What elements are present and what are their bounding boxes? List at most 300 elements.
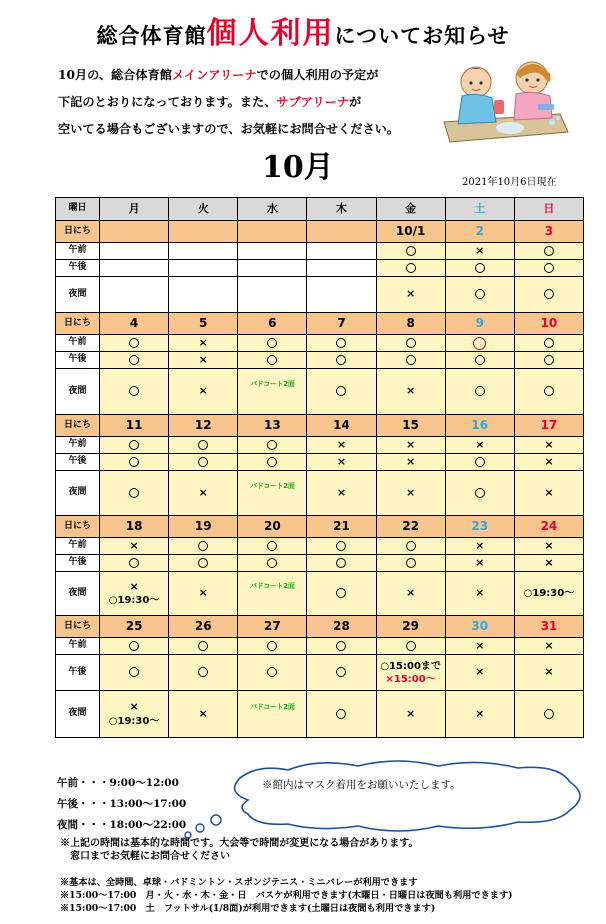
availability-calendar <box>55 197 584 738</box>
slot-cell <box>376 369 445 415</box>
slot-cell <box>100 572 169 616</box>
slot-cell <box>238 454 307 471</box>
date-cell: 3 <box>514 221 583 243</box>
date-row-label: 日にち <box>56 616 100 638</box>
slot-cell <box>514 260 583 277</box>
time-slots <box>57 773 186 836</box>
date-cell: 20 <box>238 516 307 538</box>
unavailable-mark: × <box>544 437 554 451</box>
slot-cell <box>307 369 376 415</box>
available-mark <box>267 541 277 551</box>
slot-cell <box>307 277 376 313</box>
slot-cell <box>169 691 238 738</box>
unavailable-mark: × <box>544 555 554 569</box>
slot-label-am: 午前 <box>56 437 100 454</box>
date-cell: 24 <box>514 516 583 538</box>
available-mark <box>129 641 139 651</box>
notes-top <box>60 838 418 863</box>
date-cell: 18 <box>100 516 169 538</box>
unavailable-mark: × <box>336 454 347 468</box>
intro-sub-arena: サブアリーナ <box>276 95 350 109</box>
slot-cell <box>100 335 169 352</box>
available-mark <box>129 338 139 348</box>
date-cell <box>169 221 238 243</box>
date-cell: 23 <box>445 516 514 538</box>
slot-cell <box>169 454 238 471</box>
date-row <box>56 415 584 437</box>
slot-cell <box>238 638 307 655</box>
time-pm: 午後・・・13:00～17:00 <box>57 798 187 810</box>
slot-cell <box>307 243 376 260</box>
slot-cell <box>445 691 514 738</box>
slot-cell <box>100 538 169 555</box>
slot-cell <box>514 471 583 516</box>
unavailable-mark: × <box>198 384 208 398</box>
slot-row-pm <box>56 555 584 572</box>
available-mark <box>336 588 346 598</box>
available-mark <box>544 355 554 365</box>
weekday-header: 木 <box>307 198 376 221</box>
slot-cell <box>169 437 238 454</box>
available-mark <box>129 558 139 568</box>
date-cell: 2 <box>445 221 514 243</box>
date-cell: 30 <box>445 616 514 638</box>
slot-cell <box>445 655 514 691</box>
slot-row-pm <box>56 352 584 369</box>
unavailable-mark: × <box>475 555 485 569</box>
intro-l3: 空いてる場合もございますので、お気軽にお問合せください。 <box>58 122 400 136</box>
available-mark <box>544 246 554 256</box>
slot-cell <box>238 260 307 277</box>
page-title <box>0 8 606 52</box>
calendar-header-row <box>56 198 584 221</box>
available-mark <box>198 440 208 450</box>
available-mark <box>406 541 416 551</box>
date-cell: 28 <box>307 616 376 638</box>
badminton-2-courts: バドコート2面 <box>250 582 295 591</box>
intro-l1b: での個人利用の予定が <box>256 68 379 82</box>
slot-cell <box>169 638 238 655</box>
slot-cell <box>445 538 514 555</box>
slot-cell <box>376 277 445 313</box>
slot-cell <box>445 277 514 313</box>
note-3: ※基本は、全時間、卓球・バドミントン・スポンジテニス・ミニバレーが利用できます <box>60 877 418 888</box>
date-row <box>56 221 584 243</box>
slot-cell <box>238 572 307 616</box>
slot-cell <box>238 335 307 352</box>
slot-cell <box>238 437 307 454</box>
slot-label-pm: 午後 <box>56 454 100 471</box>
date-cell: 13 <box>238 415 307 437</box>
time-am: 午前・・・9:00～12:00 <box>57 777 179 789</box>
slot-row-am <box>56 243 584 260</box>
slot-cell <box>376 335 445 352</box>
available-mark <box>544 709 554 719</box>
unavailable-mark: × <box>544 665 554 679</box>
unavailable-mark: × <box>406 586 416 600</box>
slot-row-pm <box>56 454 584 471</box>
slot-cell <box>169 555 238 572</box>
badminton-2-courts: バドコート2面 <box>250 481 295 490</box>
available-mark <box>198 541 208 551</box>
date-cell: 5 <box>169 313 238 335</box>
available-mark <box>544 289 554 299</box>
available-mark <box>544 386 554 396</box>
available-mark <box>406 263 416 273</box>
slot-cell <box>445 335 514 352</box>
available-mark <box>129 386 139 396</box>
available-mark <box>336 558 346 568</box>
date-row-label: 日にち <box>56 313 100 335</box>
slot-cell <box>376 655 445 691</box>
date-cell: 12 <box>169 415 238 437</box>
slot-cell <box>445 437 514 454</box>
date-cell: 9 <box>445 313 514 335</box>
available-mark <box>267 338 277 348</box>
slot-cell <box>445 638 514 655</box>
slot-row-night <box>56 277 584 313</box>
slot-label-night: 夜間 <box>56 471 100 516</box>
slot-cell <box>445 555 514 572</box>
night-split <box>100 581 168 606</box>
after-1500-label: ×15:00～ <box>385 673 436 685</box>
unavailable-mark: × <box>544 454 554 468</box>
slot-cell <box>100 277 169 313</box>
mask-notice: ※館内はマスク着用をお願いいたします。 <box>262 779 461 791</box>
slot-cell <box>514 243 583 260</box>
weekday-header: 日 <box>514 198 583 221</box>
slot-label-pm: 午後 <box>56 260 100 277</box>
available-mark <box>336 541 346 551</box>
weekday-header: 土 <box>445 198 514 221</box>
unavailable-mark: × <box>544 538 554 552</box>
slot-row-am <box>56 335 584 352</box>
slot-cell <box>169 335 238 352</box>
slot-cell <box>100 260 169 277</box>
date-row <box>56 516 584 538</box>
available-mark <box>475 488 485 498</box>
slot-row-night <box>56 691 584 738</box>
unavailable-mark: × <box>406 287 416 301</box>
available-mark <box>544 338 554 348</box>
slot-cell <box>445 352 514 369</box>
note-4: ※15:00～17:00 月・火・水・木・金・日 バスケが利用できます(木曜日・日曜日は夜間も利用できます) <box>60 890 513 901</box>
afternoon-split <box>377 661 445 685</box>
slot-cell <box>376 243 445 260</box>
notes-bottom <box>60 876 513 915</box>
available-mark <box>406 558 416 568</box>
month-label: 10月 <box>262 150 334 185</box>
slot-cell <box>238 471 307 516</box>
available-mark <box>129 355 139 365</box>
slot-cell <box>514 369 583 415</box>
slot-label-am: 午前 <box>56 638 100 655</box>
until-1500-label: ○15:00まで <box>380 660 441 672</box>
slot-cell <box>376 572 445 616</box>
unavailable-mark: × <box>475 638 485 652</box>
time-night: 夜間・・・18:00～22:00 <box>57 819 187 831</box>
slot-row-night <box>56 369 584 415</box>
unavailable-mark: × <box>544 485 554 499</box>
slot-cell <box>514 691 583 738</box>
note-5: ※15:00～17:00 土 フットサル(1/8面)が利用できます(土曜日は夜間も利用できます) <box>60 903 436 914</box>
weekday-header: 金 <box>376 198 445 221</box>
available-mark <box>198 457 208 467</box>
date-cell: 31 <box>514 616 583 638</box>
unavailable-mark: × <box>129 579 139 593</box>
slot-cell <box>169 277 238 313</box>
available-mark <box>129 667 139 677</box>
available-mark <box>475 263 485 273</box>
date-cell: 10 <box>514 313 583 335</box>
slot-cell <box>238 277 307 313</box>
as-of-date: 2021年10月6日現在 <box>462 177 557 188</box>
slot-label-night: 夜間 <box>56 572 100 616</box>
slot-label-pm: 午後 <box>56 555 100 572</box>
slot-cell <box>238 243 307 260</box>
slot-row-am <box>56 538 584 555</box>
unavailable-mark: × <box>475 437 485 451</box>
date-row <box>56 313 584 335</box>
unavailable-mark: × <box>406 454 416 468</box>
date-cell: 17 <box>514 415 583 437</box>
slot-cell <box>307 691 376 738</box>
date-cell: 6 <box>238 313 307 335</box>
unavailable-mark: × <box>336 485 347 499</box>
date-cell: 21 <box>307 516 376 538</box>
date-cell: 8 <box>376 313 445 335</box>
slot-cell <box>445 471 514 516</box>
intro-l1a: 10月の、総合体育館 <box>58 68 172 82</box>
slot-cell <box>445 454 514 471</box>
slot-row-am <box>56 437 584 454</box>
slot-label-am: 午前 <box>56 538 100 555</box>
date-cell: 14 <box>307 415 376 437</box>
slot-cell <box>169 369 238 415</box>
unavailable-mark: × <box>336 437 347 451</box>
slot-cell <box>307 555 376 572</box>
slot-row-am <box>56 638 584 655</box>
slot-cell <box>514 655 583 691</box>
weekday-header: 火 <box>169 198 238 221</box>
slot-cell <box>376 471 445 516</box>
available-mark <box>544 263 554 273</box>
slot-cell <box>514 352 583 369</box>
slot-cell <box>100 691 169 738</box>
weekday-header: 水 <box>238 198 307 221</box>
slot-cell <box>307 437 376 454</box>
slot-cell <box>307 638 376 655</box>
available-mark <box>336 386 346 396</box>
available-mark <box>267 641 277 651</box>
slot-cell <box>100 454 169 471</box>
available-mark <box>267 440 277 450</box>
date-cell: 10/1 <box>376 221 445 243</box>
slot-cell <box>376 555 445 572</box>
available-mark <box>336 338 346 348</box>
available-mark <box>129 488 139 498</box>
slot-cell <box>238 691 307 738</box>
slot-label-night: 夜間 <box>56 369 100 415</box>
available-mark-red <box>473 337 486 350</box>
date-cell: 29 <box>376 616 445 638</box>
from-1930-label: ○19:30～ <box>108 715 160 727</box>
title-highlight: 個人利用 <box>206 16 335 51</box>
slot-cell <box>238 352 307 369</box>
date-cell: 7 <box>307 313 376 335</box>
title-post: についてお知らせ <box>334 23 510 48</box>
slot-cell <box>100 352 169 369</box>
slot-cell <box>376 437 445 454</box>
slot-label-night: 夜間 <box>56 277 100 313</box>
slot-label-am: 午前 <box>56 243 100 260</box>
slot-cell <box>307 260 376 277</box>
available-mark <box>267 457 277 467</box>
available-mark <box>198 558 208 568</box>
slot-cell <box>100 555 169 572</box>
slot-cell <box>445 260 514 277</box>
slot-label-pm: 午後 <box>56 352 100 369</box>
slot-cell <box>169 572 238 616</box>
slot-cell <box>307 655 376 691</box>
unavailable-mark: × <box>406 437 416 451</box>
unavailable-mark: × <box>475 243 485 257</box>
slot-cell <box>514 572 583 616</box>
available-mark <box>475 289 485 299</box>
available-mark <box>336 355 346 365</box>
slot-cell <box>307 572 376 616</box>
available-mark <box>267 355 277 365</box>
slot-cell <box>514 335 583 352</box>
date-cell: 4 <box>100 313 169 335</box>
slot-cell <box>307 538 376 555</box>
slot-cell <box>376 454 445 471</box>
available-mark <box>475 457 485 467</box>
date-cell: 11 <box>100 415 169 437</box>
date-cell: 25 <box>100 616 169 638</box>
intro-text <box>58 62 438 143</box>
available-mark <box>475 386 485 396</box>
slot-cell <box>100 655 169 691</box>
slot-cell <box>376 352 445 369</box>
slot-cell <box>169 352 238 369</box>
slot-cell <box>100 437 169 454</box>
available-mark <box>406 338 416 348</box>
available-mark <box>475 355 485 365</box>
slot-row-pm <box>56 260 584 277</box>
date-cell <box>100 221 169 243</box>
slot-cell <box>514 277 583 313</box>
badminton-2-courts: バドコート2面 <box>250 702 295 711</box>
available-mark <box>336 709 346 719</box>
date-cell: 16 <box>445 415 514 437</box>
slot-cell <box>238 555 307 572</box>
unavailable-mark: × <box>198 706 208 720</box>
unavailable-mark: × <box>406 706 416 720</box>
unavailable-mark: × <box>475 586 485 600</box>
slot-cell <box>100 243 169 260</box>
slot-cell <box>100 638 169 655</box>
slot-cell <box>100 369 169 415</box>
slot-cell <box>307 471 376 516</box>
slot-cell <box>376 638 445 655</box>
available-mark <box>267 667 277 677</box>
unavailable-mark: × <box>198 586 208 600</box>
date-cell <box>238 221 307 243</box>
available-mark <box>406 246 416 256</box>
slot-cell <box>169 538 238 555</box>
available-mark <box>198 641 208 651</box>
slot-cell <box>169 243 238 260</box>
date-cell <box>307 221 376 243</box>
slot-cell <box>100 471 169 516</box>
date-row-label: 日にち <box>56 221 100 243</box>
note-1: ※上記の時間は基本的な時間です。大会等で時間が変更になる場合があります。 <box>60 838 419 849</box>
slot-row-night <box>56 572 584 616</box>
available-mark <box>267 558 277 568</box>
title-pre: 総合体育館 <box>96 23 207 48</box>
available-mark <box>406 355 416 365</box>
available-mark <box>129 457 139 467</box>
slot-cell <box>307 352 376 369</box>
unavailable-mark: × <box>475 538 485 552</box>
slot-cell <box>514 555 583 572</box>
intro-main-arena: メインアリーナ <box>171 68 257 82</box>
slot-cell <box>514 454 583 471</box>
unavailable-mark: × <box>544 638 554 652</box>
slot-cell <box>238 369 307 415</box>
slot-label-night: 夜間 <box>56 691 100 738</box>
weekday-header: 曜日 <box>56 198 100 221</box>
date-row-label: 日にち <box>56 415 100 437</box>
slot-cell <box>445 243 514 260</box>
night-split <box>100 701 168 726</box>
badminton-2-courts: バドコート2面 <box>250 380 295 389</box>
unavailable-mark: × <box>475 706 485 720</box>
available-mark <box>406 641 416 651</box>
from-1930-label: ○19:30～ <box>108 595 160 607</box>
slot-cell <box>169 655 238 691</box>
slot-cell <box>445 369 514 415</box>
date-row-label: 日にち <box>56 516 100 538</box>
date-cell: 15 <box>376 415 445 437</box>
date-cell: 26 <box>169 616 238 638</box>
unavailable-mark: × <box>406 485 416 499</box>
date-cell: 27 <box>238 616 307 638</box>
slot-row-pm <box>56 655 584 691</box>
weekday-header: 月 <box>100 198 169 221</box>
unavailable-mark: × <box>198 485 208 499</box>
slot-cell <box>376 260 445 277</box>
unavailable-mark: × <box>129 700 139 714</box>
slot-cell <box>169 260 238 277</box>
people-cleaning-table-illustration <box>440 52 570 144</box>
slot-label-pm: 午後 <box>56 655 100 691</box>
slot-cell <box>376 538 445 555</box>
intro-l2a: 下記のとおりになっております。また、 <box>58 95 277 109</box>
unavailable-mark: × <box>406 384 416 398</box>
intro-l2b: が <box>349 95 362 109</box>
available-mark <box>198 667 208 677</box>
available-mark <box>129 440 139 450</box>
slot-cell <box>514 538 583 555</box>
note-2: 窓口までお気軽にお問合せください <box>60 850 230 862</box>
from-1930-label: ○19:30～ <box>523 588 575 600</box>
slot-cell <box>238 655 307 691</box>
slot-row-night <box>56 471 584 516</box>
slot-cell <box>376 691 445 738</box>
slot-cell <box>307 454 376 471</box>
